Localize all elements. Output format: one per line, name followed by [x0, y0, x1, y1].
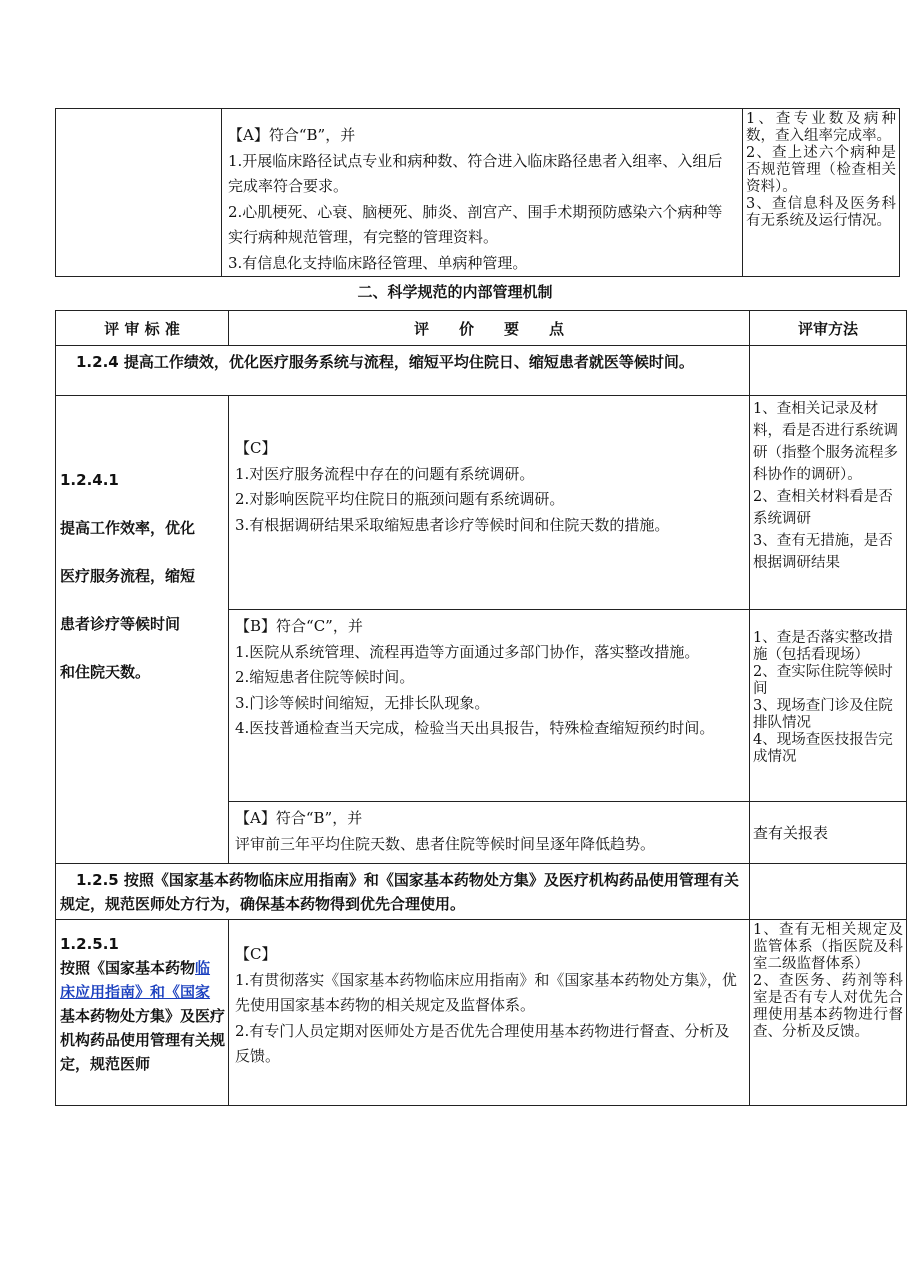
row-1241-c: [56, 396, 907, 610]
method-item: 1、查专业数及病种数，查入组率完成率。: [746, 111, 896, 144]
item-1241-a-points: 【A】符合“B”，并 评审前三年平均住院天数、患者住院等候时间呈逐年降低趋势。: [229, 802, 750, 864]
row-1251-c: [56, 920, 907, 1106]
header-points: 评 价 要 点: [229, 311, 750, 346]
table-header-row: [56, 311, 907, 346]
item-1251-c-points: 【C】 1.有贯彻落实《国家基本药物临床应用指南》和《国家基本药物处方集》，优先使用国家基本药物的相关规定及监督体系。 2.有专门人员定期对医师处方是否优先合理使用基本药物进行督查、分析及反馈。: [229, 920, 750, 1106]
grade-c-heading: 【C】: [235, 945, 277, 963]
item-1241-c-points: 【C】 1.对医疗服务流程中存在的问题有系统调研。 2.对影响医院平均住院日的瓶颈问题有系统调研。 3.有根据调研结果采取缩短患者诊疗等候时间和住院天数的措施。: [229, 396, 750, 610]
method-item: 2、查上述六个病种是否规范管理（检查相关资料）。: [746, 145, 896, 195]
item-1241-c-method: 1、查相关记录及材料，看是否进行系统调研（指整个服务流程多科协作的调研）。 2、查相关材料看是否系统调研 3、查有无措施，是否根据调研结果: [750, 396, 907, 610]
item-1251-c-method: 1、查有无相关规定及监管体系（指医院及科室二级监督体系） 2、查医务、药剂等科室是否有专人对优先合理使用基本药物进行督查、分析及反馈。: [750, 920, 907, 1106]
grade-a-heading: 【A】符合“B”，并: [235, 809, 363, 827]
main-review-table: [55, 310, 907, 1106]
grade-a-heading: 【A】符合“B”，并: [228, 126, 356, 144]
point: 2.心肌梗死、心衰、脑梗死、肺炎、剖宫产、围手术期预防感染六个病种等实行病种规范管理，有完整的管理资料。: [228, 202, 723, 246]
standard-125: 1.2.5 按照《国家基本药物临床应用指南》和《国家基本药物处方集》及医疗机构药品使用管理有关规定，规范医师处方行为，确保基本药物得到优先合理使用。: [56, 864, 750, 920]
section-title: 二、科学规范的内部管理机制: [357, 283, 553, 301]
header-method: 评审方法: [750, 311, 907, 346]
item-1241-a-method: 查有关报表: [750, 802, 907, 864]
standard-row-124: [56, 346, 907, 396]
item-1251-standard: 1.2.5.1 按照《国家基本药物临床应用指南》和《国家基本药物处方集》及医疗机构药品使用管理有关规定，规范医师: [56, 920, 229, 1106]
top-evaluation-points: [222, 109, 743, 277]
empty-standard-cell: [56, 109, 222, 277]
item-code: 1.2.4.1: [60, 470, 119, 489]
point: 1.开展临床路径试点专业和病种数、符合进入临床路径患者入组率、入组后完成率符合要求。: [228, 151, 723, 195]
top-review-method: [743, 109, 900, 277]
item-1241-b-points: 【B】符合“C”，并 1.医院从系统管理、流程再造等方面通过多部门协作，落实整改措施。 2.缩短患者住院等候时间。 3.门诊等候时间缩短，无排长队现象。 4.医技普通检查当天完成，检验当天出具报告，特殊检查缩短预约时间。: [229, 610, 750, 802]
item-1241-standard: 1.2.4.1 提高工作效率，优化 医疗服务流程，缩短 患者诊疗等候时间 和住院天数。: [56, 396, 229, 864]
grade-b-heading: 【B】符合“C”，并: [235, 617, 363, 635]
guide-link[interactable]: 临床应用指南》: [60, 959, 211, 1001]
method-item: 3、查信息科及医务科有无系统及运行情况。: [746, 196, 896, 229]
formulary-link[interactable]: 和《国家: [150, 983, 211, 1001]
header-standard: 评 审 标 准: [56, 311, 229, 346]
point: 3.有信息化支持临床路径管理、单病种管理。: [228, 253, 528, 272]
standard-row-125: [56, 864, 907, 920]
item-1241-b-method: 1、查是否落实整改措施（包括看现场） 2、查实际住院等候时间 3、现场查门诊及住院排队情况 4、现场查医技报告完成情况: [750, 610, 907, 802]
grade-c-heading: 【C】: [235, 439, 277, 457]
item-code: 1.2.5.1: [60, 935, 119, 953]
standard-124: 1.2.4 提高工作绩效，优化医疗服务系统与流程，缩短平均住院日、缩短患者就医等候时间。: [56, 346, 750, 396]
top-continuation-table: [55, 108, 900, 277]
